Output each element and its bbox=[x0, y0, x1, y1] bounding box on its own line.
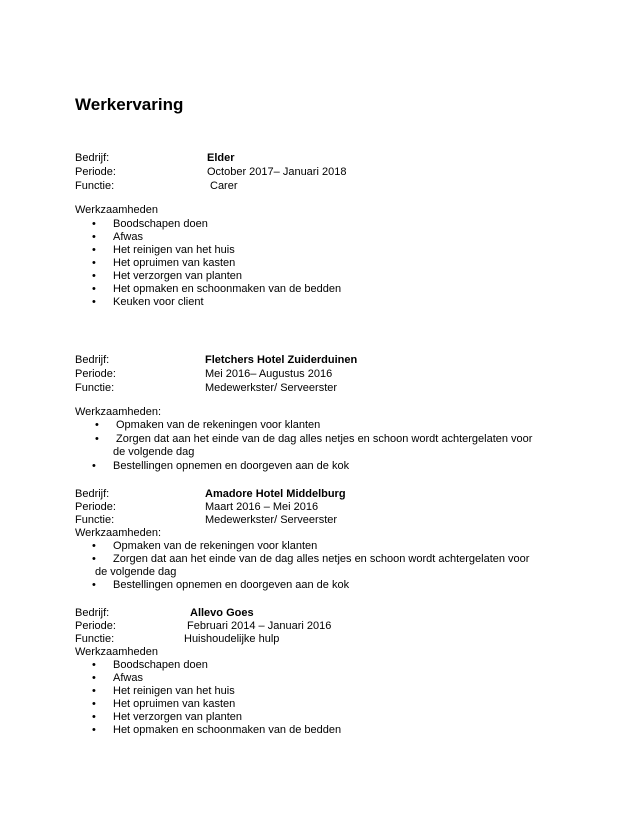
company-label: Bedrijf: bbox=[75, 607, 110, 619]
list-item: Het opruimen van kasten bbox=[113, 698, 236, 710]
bullet-icon: • bbox=[92, 579, 96, 591]
list-item: Zorgen dat aan het einde van de dag alles netjes en schoon wordt achtergelaten voor bbox=[116, 433, 533, 445]
company-name: Fletchers Hotel Zuiderduinen bbox=[205, 354, 358, 366]
period-label: Periode: bbox=[75, 166, 116, 178]
list-item: Opmaken van de rekeningen voor klanten bbox=[113, 540, 318, 552]
list-item: Het opmaken en schoonmaken van de bedden bbox=[113, 283, 342, 295]
list-item: Afwas bbox=[113, 672, 143, 684]
bullet-icon: • bbox=[92, 659, 96, 671]
bullet-icon: • bbox=[92, 711, 96, 723]
company-name: Allevo Goes bbox=[190, 607, 254, 619]
list-item: Boodschapen doen bbox=[113, 218, 208, 230]
bullet-icon: • bbox=[92, 672, 96, 684]
period-value: Februari 2014 – Januari 2016 bbox=[187, 620, 332, 632]
bullet-icon: • bbox=[92, 218, 96, 230]
function-value: Carer bbox=[210, 180, 238, 192]
list-item: Keuken voor client bbox=[113, 296, 204, 308]
bullet-icon: • bbox=[92, 296, 96, 308]
tasks-label: Werkzaamheden: bbox=[75, 527, 162, 539]
bullet-icon: • bbox=[95, 419, 99, 431]
list-item: Zorgen dat aan het einde van de dag alles netjes en schoon wordt achtergelaten voor bbox=[113, 553, 530, 565]
list-item: Opmaken van de rekeningen voor klanten bbox=[116, 419, 321, 431]
bullet-icon: • bbox=[92, 540, 96, 552]
list-item: Het reinigen van het huis bbox=[113, 244, 235, 256]
function-value: Medewerkster/ Serveerster bbox=[205, 382, 338, 394]
bullet-icon: • bbox=[92, 257, 96, 269]
company-name: Amadore Hotel Middelburg bbox=[205, 488, 346, 500]
bullet-icon: • bbox=[92, 270, 96, 282]
function-label: Functie: bbox=[75, 514, 115, 526]
period-label: Periode: bbox=[75, 620, 116, 632]
list-item: Het opruimen van kasten bbox=[113, 257, 236, 269]
list-item: Het verzorgen van planten bbox=[113, 711, 243, 723]
company-label: Bedrijf: bbox=[75, 488, 110, 500]
bullet-icon: • bbox=[95, 433, 99, 445]
list-item: Het opmaken en schoonmaken van de bedden bbox=[113, 724, 342, 736]
list-item: Boodschapen doen bbox=[113, 659, 208, 671]
bullet-icon: • bbox=[92, 460, 96, 472]
function-label: Functie: bbox=[75, 633, 115, 645]
tasks-label: Werkzaamheden bbox=[75, 646, 158, 658]
function-value: Medewerkster/ Serveerster bbox=[205, 514, 338, 526]
function-label: Functie: bbox=[75, 180, 115, 192]
tasks-label: Werkzaamheden: bbox=[75, 406, 162, 418]
period-value: October 2017– Januari 2018 bbox=[207, 166, 347, 178]
section-title: Werkervaring bbox=[75, 95, 184, 114]
function-value: Huishoudelijke hulp bbox=[184, 633, 280, 645]
list-item: Bestellingen opnemen en doorgeven aan de kok bbox=[113, 460, 350, 472]
list-item: Het verzorgen van planten bbox=[113, 270, 243, 282]
period-label: Periode: bbox=[75, 501, 116, 513]
list-item: Het reinigen van het huis bbox=[113, 685, 235, 697]
period-value: Mei 2016– Augustus 2016 bbox=[205, 368, 333, 380]
list-item: Afwas bbox=[113, 231, 143, 243]
period-value: Maart 2016 – Mei 2016 bbox=[205, 501, 319, 513]
company-label: Bedrijf: bbox=[75, 152, 110, 164]
bullet-icon: • bbox=[92, 244, 96, 256]
function-label: Functie: bbox=[75, 382, 115, 394]
list-item: Bestellingen opnemen en doorgeven aan de kok bbox=[113, 579, 350, 591]
tasks-label: Werkzaamheden bbox=[75, 204, 158, 216]
list-item-continuation: de volgende dag bbox=[95, 566, 177, 578]
bullet-icon: • bbox=[92, 685, 96, 697]
bullet-icon: • bbox=[92, 283, 96, 295]
bullet-icon: • bbox=[92, 553, 96, 565]
bullet-icon: • bbox=[92, 724, 96, 736]
company-label: Bedrijf: bbox=[75, 354, 110, 366]
bullet-icon: • bbox=[92, 698, 96, 710]
company-name: Elder bbox=[207, 152, 235, 164]
period-label: Periode: bbox=[75, 368, 116, 380]
list-item-continuation: de volgende dag bbox=[113, 446, 195, 458]
bullet-icon: • bbox=[92, 231, 96, 243]
